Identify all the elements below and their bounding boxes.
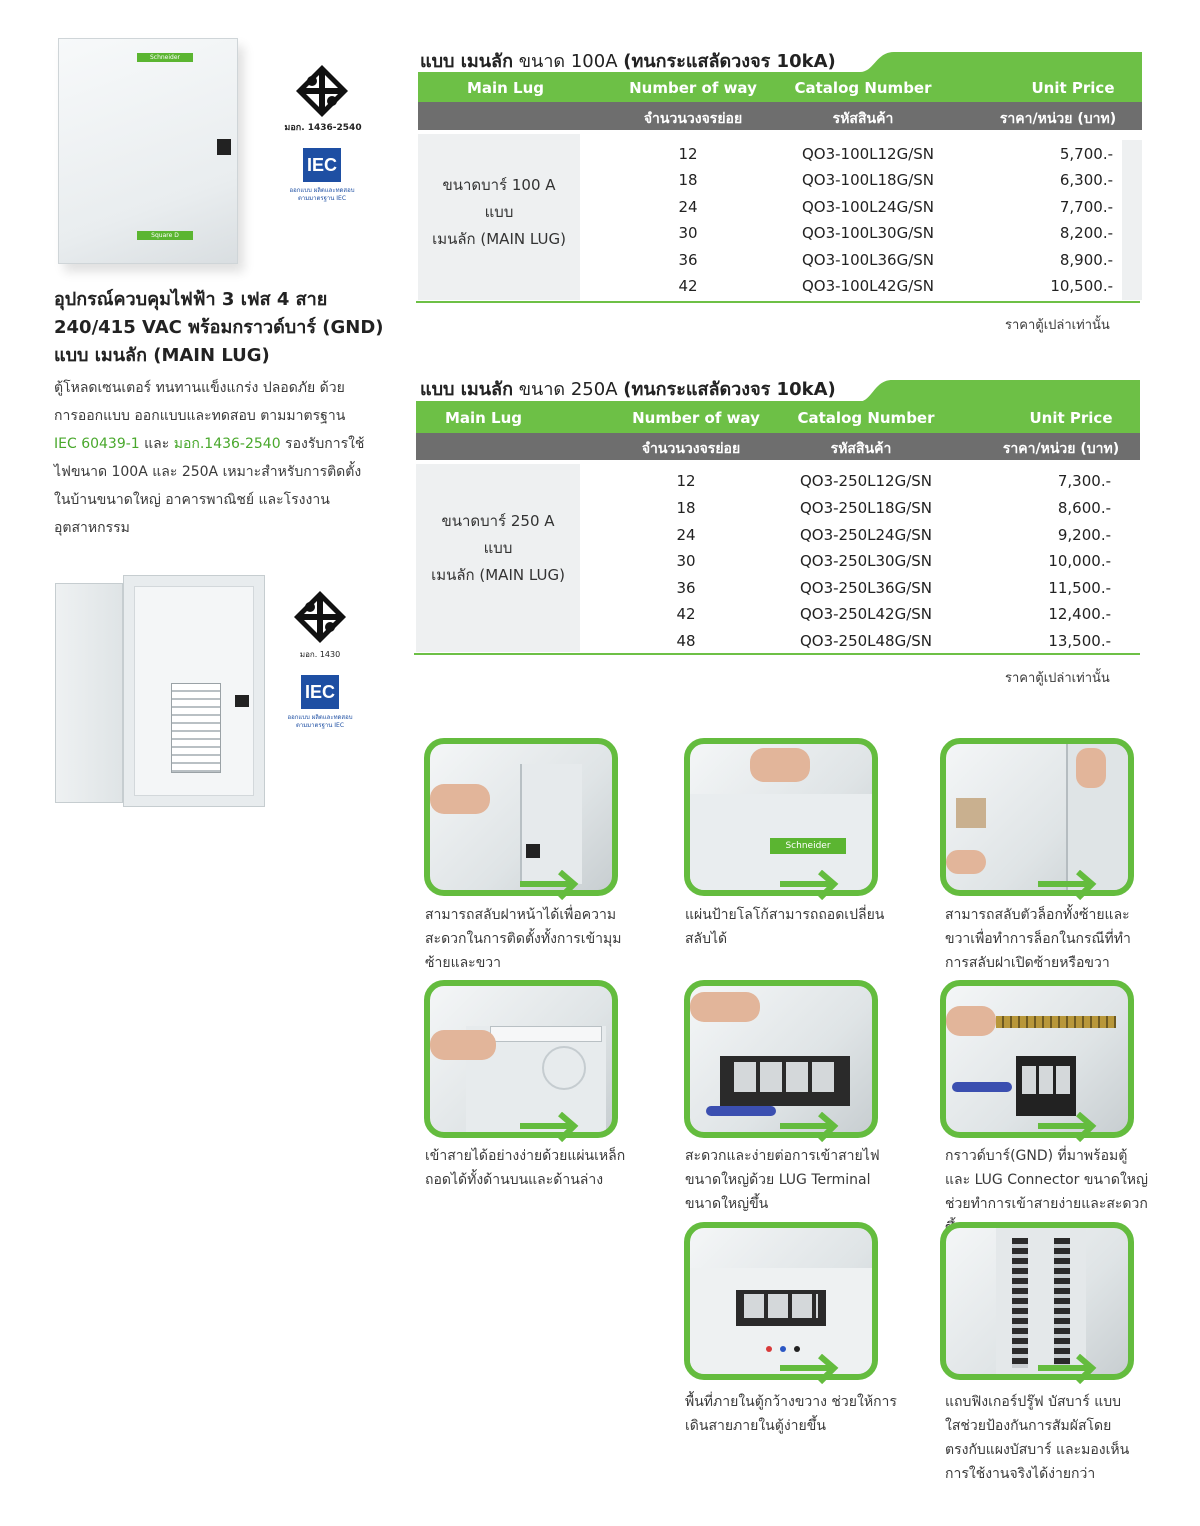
hand: [430, 784, 490, 814]
iec-logo: IEC: [303, 148, 341, 182]
table-100a-title: แบบ เมนลัก ขนาด 100A (ทนกระแสลัดวงจร 10kA): [420, 51, 836, 72]
table-100a-row-label: ขนาดบาร์ 100 A แบบ เมนลัก (MAIN LUG): [432, 176, 566, 248]
table-250a-tab-shape: [858, 378, 1140, 402]
tis-logo-2: [293, 590, 347, 648]
table-100a-body: 12 QO3-100L12G/SN 5,700.- 18 QO3-100L18G/SN 6,300.- 24 QO3-100L24G/SN 7,700.- 30 QO3-100L30G/SN 8,200.- 36 QO3-100L36G/SN 8,900.- 42 QO3-100L42G/SN 10,500.-: [418, 140, 1142, 300]
arrow-icon: [1038, 1112, 1102, 1142]
iec-caption-2: ออกแบบ ผลิตและทดสอบ ตามมาตรฐาน IEC: [287, 714, 353, 729]
table-250a-bottom-rule: [414, 653, 1140, 655]
product-title: อุปกรณ์ควบคุมไฟฟ้า 3 เฟส 4 สาย 240/415 VAC พร้อมกราวด์บาร์ (GND) แบบ เมนลัก (MAIN LUG): [54, 289, 384, 366]
feature-caption-4: เข้าสายได้อย่างง่ายด้วยแผ่นเหล็ก ถอดได้ทั้งด้านบนและด้านล่าง: [425, 1148, 626, 1188]
table-row: 30: [676, 552, 696, 570]
screwdriver: [706, 1106, 776, 1116]
arrow-icon: [1038, 1354, 1102, 1384]
table-row: 36: [678, 251, 698, 269]
load-center-open-image: [55, 575, 265, 805]
feature-caption-2: แผ่นป้ายโลโก้สามารถถอดเปลี่ยน สลับได้: [685, 907, 885, 947]
feature-caption-7: พื้นที่ภายในตู้กว้างขวาง ช่วยให้การ เดินสายภายในตู้ง่ายขึ้น: [685, 1394, 897, 1434]
table-row: 18: [678, 171, 698, 189]
table-250a-row-label: ขนาดบาร์ 250 A แบบ เมนลัก (MAIN LUG): [431, 512, 565, 584]
iec-logo-2: IEC: [301, 675, 339, 709]
table-100a-tab-shape: [860, 50, 1142, 72]
table-row: 48: [676, 632, 696, 650]
table-row: 42: [678, 277, 698, 295]
table-row: 18: [676, 499, 696, 517]
hand: [946, 1006, 996, 1036]
feature-photo-lock: [940, 738, 1134, 896]
table-250a-title: แบบ เมนลัก ขนาด 250A (ทนกระแสลัดวงจร 10kA): [420, 379, 836, 400]
table-100a-subheader: จำนวนวงจรย่อย รหัสสินค้า ราคา/หน่วย (บาท): [418, 102, 1142, 130]
table-250a-note: ราคาตู้เปล่าเท่านั้น: [1005, 671, 1110, 686]
arrow-icon: [780, 1112, 844, 1142]
hand: [750, 748, 810, 782]
tis-mark-icon: [295, 64, 349, 118]
lug-terminals: [734, 1062, 834, 1092]
table-row: 24: [676, 526, 696, 544]
enclosure-body: [123, 575, 265, 807]
open-door: [55, 583, 123, 803]
table-100a-header: Main Lug Number of way Catalog Number Unit Price: [418, 72, 1142, 102]
tis-logo: [295, 64, 349, 122]
hand: [1076, 748, 1106, 788]
arrow-icon: [780, 870, 844, 900]
arrow-icon: [520, 1112, 584, 1142]
feature-caption-3: สามารถสลับตัวล็อกทั้งซ้ายและ ขวาเพื่อทำการล็อกในกรณีที่ทำ การสลับฝาเปิดซ้ายหรือขวา: [945, 907, 1131, 971]
product-description: ตู้โหลดเซนเตอร์ ทนทานแข็งแกร่ง ปลอดภัย ด้วย การออกแบบ ออกแบบและทดสอบ ตามมาตรฐาน IEC 60439-1 และ มอก.1436-2540 รองรับการใช้ ไฟขนาด 100A และ 250A เหมาะสำหรับการติดตั้ง ในบ้านขนาดใหญ่ อาคารพาณิชย์ และโรงงาน อุตสาหกรรม: [54, 380, 365, 536]
table-row: 24: [678, 198, 698, 216]
table-100a-note: ราคาตู้เปล่าเท่านั้น: [1005, 318, 1110, 333]
arrow-icon: [520, 870, 584, 900]
load-center-closed-image: [58, 38, 238, 264]
feature-photo-finger-proof-busbar: [940, 1222, 1134, 1380]
schneider-logo-plate: Schneider: [770, 838, 846, 854]
table-250a-subheader: จำนวนวงจรย่อย รหัสสินค้า ราคา/หน่วย (บาท): [416, 433, 1140, 460]
feature-caption-6: กราวด์บาร์(GND) ที่มาพร้อมตู้ และ LUG Connector ขนาดใหญ่ ช่วยทำการเข้าสายง่ายและสะดวก: [945, 1148, 1148, 1212]
tis-mark-icon: [293, 590, 347, 644]
tis-standard-label: มอก. 1436-2540: [284, 123, 362, 133]
table-row: 30: [678, 224, 698, 242]
arrow-icon: [780, 1354, 844, 1384]
model-label: Square D: [137, 231, 193, 240]
door-lock: [217, 139, 231, 155]
screwdriver: [952, 1082, 1012, 1092]
busbar-right: [1054, 1238, 1070, 1368]
table-100a-bottom-rule: [416, 301, 1140, 303]
table-250a-header: Main Lug Number of way Catalog Number Unit Price: [416, 401, 1140, 433]
brand-label: Schneider: [137, 53, 193, 62]
hand: [690, 992, 760, 1022]
breaker-rows: [171, 683, 221, 773]
table-250a-body: 12 QO3-250L12G/SN 7,300.- 18 QO3-250L18G/SN 8,600.- 24 QO3-250L24G/SN 9,200.- 30 QO3-250L30G/SN 10,000.- 36 QO3-250L36G/SN 11,500.- 42 QO3-250L42G/SN 12,400.- 48 QO3-250L48G/SN 13,500.-: [416, 470, 1140, 652]
hand: [946, 850, 986, 874]
feature-photo-ground-bar: [940, 980, 1134, 1138]
table-row: 12: [678, 145, 698, 163]
feature-caption-8: แถบฟิงเกอร์ปรู๊ฟ บัสบาร์ แบบ ใสช่วยป้องกันการสัมผัสโดย ตรงกับแผงบัสบาร์ และมองเห็น การใช้งานจริงได้ง่ายกว่า: [945, 1394, 1130, 1482]
iec-caption: ออกแบบ ผลิตและทดสอบ ตามมาตรฐาน IEC: [289, 187, 355, 202]
table-row: 12: [676, 472, 696, 490]
feature-caption-1: สามารถสลับฝาหน้าได้เพื่อความ สะดวกในการติดตั้งทั้งการเข้ามุม ซ้ายและขวา: [425, 907, 622, 971]
tis-standard-label-2: มอก. 1430: [299, 650, 341, 659]
arrow-icon: [1038, 870, 1102, 900]
table-row: 36: [676, 579, 696, 597]
table-row: 42: [676, 605, 696, 623]
busbar-left: [1012, 1238, 1028, 1368]
hand: [430, 1030, 496, 1060]
ground-bar: [996, 1016, 1116, 1028]
door-lock: [235, 695, 249, 707]
feature-caption-5: สะดวกและง่ายต่อการเข้าสายไฟ ขนาดใหญ่ด้วย LUG Terminal ขนาดใหญ่ขึ้น: [685, 1148, 880, 1212]
